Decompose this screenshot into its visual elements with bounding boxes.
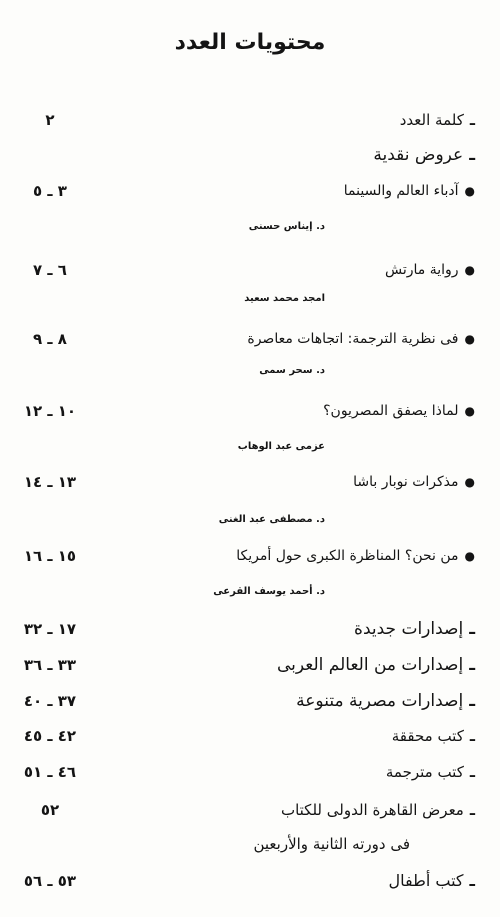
toc-page-numbers: ٣ ـ ٥ [33, 182, 67, 200]
toc-entry[interactable] [385, 255, 475, 285]
toc-page-numbers: ١٠ ـ ١٢ [23, 402, 77, 420]
toc-entry[interactable] [344, 176, 475, 206]
toc-entry-title: من نحن؟ المناظرة الكبرى حول أمريكا [236, 548, 459, 564]
dash-marker: ـ [469, 145, 475, 165]
bullet-icon: ● [464, 332, 475, 346]
bullet-icon: ● [464, 475, 475, 489]
toc-row [0, 581, 500, 611]
toc-row [0, 541, 500, 571]
toc-entry-title: رواية مارتش [384, 262, 459, 278]
page-title: محتويات العدد [174, 30, 326, 55]
toc-entry-title: إصدارات جديدة [354, 619, 464, 639]
toc-entry-title: كتب محققة [391, 727, 464, 745]
toc-row [0, 216, 500, 246]
dash-marker: ـ [469, 871, 475, 890]
toc-row [0, 614, 500, 644]
toc-entry[interactable] [354, 614, 475, 644]
toc-entry-title: كتب مترجمة [385, 763, 464, 781]
toc-entry-title: إصدارات مصرية متنوعة [296, 691, 464, 711]
toc-row [0, 360, 500, 390]
toc-row [0, 795, 500, 825]
toc-entry[interactable] [323, 396, 475, 426]
toc-page-numbers: ١٥ ـ ١٦ [23, 547, 77, 565]
toc-entry-title: لماذا يصفق المصريون؟ [323, 403, 459, 419]
dash-marker: ـ [469, 691, 475, 711]
toc-author: امجد محمد سعيد [244, 293, 325, 304]
toc-entry-title: مذكرات نوبار باشا [353, 474, 459, 490]
bullet-icon: ● [464, 404, 475, 418]
toc-entry[interactable] [386, 757, 475, 787]
toc-entry-title: عروض نقدية [373, 145, 464, 165]
toc-entry[interactable] [353, 467, 475, 497]
dash-marker: ـ [469, 727, 475, 745]
toc-author: د. أحمد يوسف القرعى [213, 586, 325, 597]
toc-row [0, 757, 500, 787]
bullet-icon: ● [464, 549, 475, 563]
dash-marker: ـ [469, 111, 475, 129]
toc-page-numbers: ٣٧ ـ ٤٠ [23, 692, 77, 710]
toc-entry[interactable] [389, 866, 475, 896]
toc-row [0, 686, 500, 716]
toc-row [0, 829, 500, 859]
toc-row [0, 140, 500, 170]
toc-entry[interactable] [277, 650, 475, 680]
toc-row [0, 105, 500, 135]
toc-entry-title: كتب أطفال [388, 871, 464, 890]
toc-row [0, 176, 500, 206]
toc-author: عزمى عبد الوهاب [237, 441, 325, 452]
toc-row [0, 866, 500, 896]
toc-entry[interactable] [373, 140, 475, 170]
toc-entry-continuation: فى دورته الثانية والأربعين [253, 835, 410, 853]
bullet-icon: ● [464, 263, 475, 277]
toc-row [0, 509, 500, 539]
toc-row [0, 721, 500, 751]
toc-author: د. مصطفى عبد الغنى [218, 514, 325, 525]
toc-entry-title: معرض القاهرة الدولى للكتاب [280, 801, 464, 819]
toc-author: د. إيناس حسنى [248, 221, 325, 232]
toc-row [0, 467, 500, 497]
toc-entry-title: آدباء العالم والسينما [343, 183, 459, 199]
toc-page-numbers: ٥٢ [40, 801, 60, 819]
toc-entry[interactable] [281, 795, 475, 825]
toc-entry[interactable] [236, 541, 475, 571]
bullet-icon: ● [464, 184, 475, 198]
toc-page-numbers: ٥٣ ـ ٥٦ [23, 872, 77, 890]
toc-entry-title: كلمة العدد [399, 111, 464, 129]
toc-page-numbers: ٨ ـ ٩ [33, 330, 67, 348]
dash-marker: ـ [469, 619, 475, 639]
toc-author: د. سحر سمى [259, 365, 325, 376]
toc-entry[interactable] [296, 686, 475, 716]
toc-page-numbers: ١٣ ـ ١٤ [23, 473, 77, 491]
toc-entry[interactable] [400, 105, 475, 135]
toc-page-numbers: ٤٦ ـ ٥١ [23, 763, 77, 781]
toc-entry-title: إصدارات من العالم العربى [277, 655, 464, 675]
toc-entry[interactable] [247, 324, 475, 354]
toc-page-numbers: ٤٢ ـ ٤٥ [23, 727, 77, 745]
dash-marker: ـ [469, 801, 475, 819]
toc-page-numbers: ١٧ ـ ٣٢ [23, 620, 77, 638]
toc-row [0, 436, 500, 466]
toc-page-numbers: ٦ ـ ٧ [33, 261, 67, 279]
toc-entry-title: فى نظرية الترجمة: اتجاهات معاصرة [247, 331, 459, 347]
toc-row [0, 650, 500, 680]
toc-page-numbers: ٣٣ ـ ٣٦ [23, 656, 77, 674]
dash-marker: ـ [469, 763, 475, 781]
toc-row [0, 324, 500, 354]
toc-row [0, 255, 500, 285]
toc-page-numbers: ٢ [45, 111, 55, 129]
dash-marker: ـ [469, 655, 475, 675]
toc-row [0, 288, 500, 318]
toc-entry[interactable] [392, 721, 475, 751]
toc-row [0, 396, 500, 426]
